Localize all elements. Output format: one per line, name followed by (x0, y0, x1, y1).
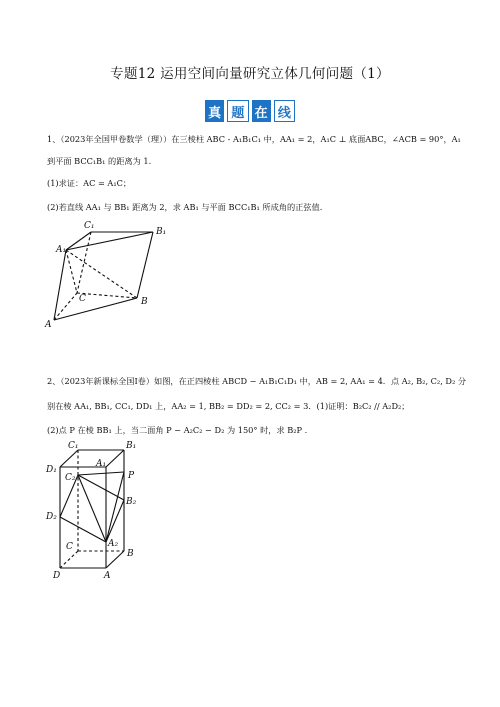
edge-b1-a1 (106, 450, 124, 467)
problem1-line2: 到平面 BCC₁B₁ 的距离为 1. (47, 156, 152, 166)
label-d1: D₁ (46, 465, 57, 475)
label-c1: C₁ (84, 221, 95, 231)
label-c: C (66, 542, 73, 552)
banner-char-1: 真 (205, 100, 224, 122)
edge-c2-p (78, 472, 124, 475)
banner-char-4: 线 (274, 100, 295, 122)
label-b1: B₁ (156, 227, 167, 237)
label-a2: A₂ (108, 539, 119, 549)
problem2-line2: 别在棱 AA₁, BB₁, CC₁, DD₁ 上，AA₂ = 1, BB₂ = DD₂ = 2, CC₂ = 3．(1)证明：B₂C₂ // A₂D₂； (47, 401, 410, 411)
label-d: D (53, 571, 61, 581)
problem2-line1: 2、（2023年新课标全国Ⅰ卷）如图，在正四棱柱 ABCD − A₁B₁C₁D₁ 中，AB = 2, AA₁ = 4．点 A₂, B₂, C₂, D₂ 分 (47, 376, 467, 386)
edge-d2-a2 (60, 517, 106, 542)
label-p: P (128, 471, 135, 481)
problem1-part1: (1)求证：AC = A₁C； (47, 178, 132, 188)
problem1-part2: (2)若直线 AA₁ 与 BB₁ 距离为 2，求 AB₁ 与平面 BCC₁B₁ 所成角的正弦值. (47, 202, 323, 212)
label-a: A (104, 571, 111, 581)
label-b1: B₁ (126, 441, 137, 451)
label-a1: A₁ (56, 245, 67, 255)
label-b: B (127, 549, 134, 559)
problem2-part2: (2)点 P 在棱 BB₁ 上，当二面角 P − A₂C₂ − D₂ 为 150° 时，求 B₂P . (47, 425, 308, 435)
edge-c1-d1 (60, 450, 78, 467)
label-a: A (45, 320, 52, 330)
problem1-line1: 1、（2023年全国甲卷数学（理））在三棱柱 ABC - A₁B₁C₁ 中，AA₁ = 2，A₁C ⊥ 底面ABC，∠ACB = 90°，A₁ (47, 134, 461, 144)
label-d2: D₂ (46, 512, 57, 522)
label-b2: B₂ (126, 497, 137, 507)
page-title: 专题12 运用空间向量研究立体几何问题（1） (110, 66, 390, 82)
label-c2: C₂ (65, 473, 76, 483)
label-c: C (79, 294, 86, 304)
label-c1: C₁ (68, 441, 79, 451)
edge-c-d (60, 551, 78, 568)
banner-char-2: 题 (227, 100, 248, 122)
edge-a-b (106, 551, 124, 568)
edge-c2-a2 (78, 475, 106, 542)
edge-c2-b2 (78, 475, 124, 500)
label-a1: A₁ (96, 459, 107, 469)
banner-char-3: 在 (252, 100, 271, 122)
label-b: B (141, 297, 148, 307)
